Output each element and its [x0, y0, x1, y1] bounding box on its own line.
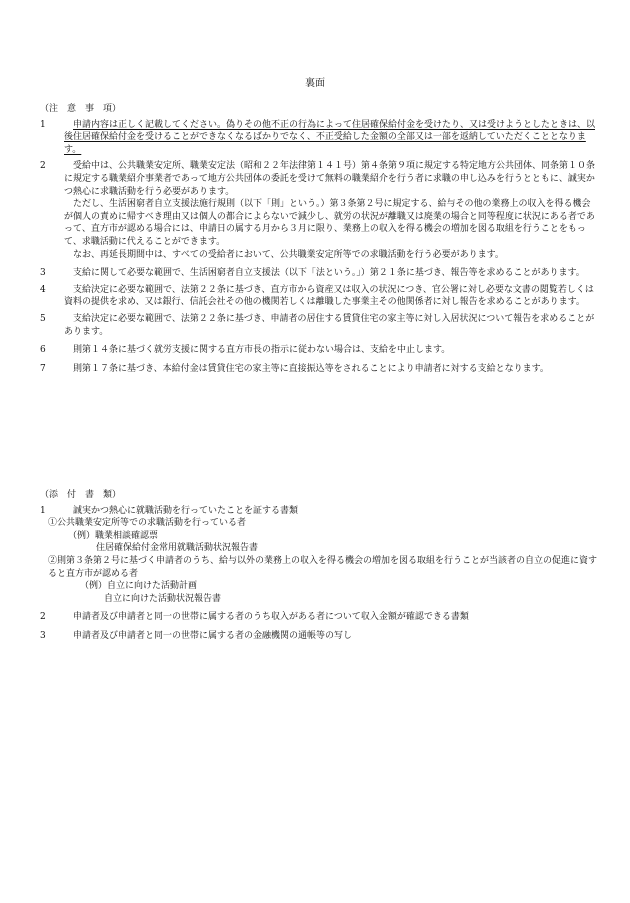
note-text: ただし、生活困窮者自立支援法施行規則（以下「則」という。）第３条第２号に規定する、給与その他の業務上の収入を得る機会が個人の責めに帰すべき理由又は個人の都合によらないで減少し、就労の状況が離職又は廃業の場合と同等程度に状況にある者であって、直方市が認める場合には、申請日の属する月から３月に限り、業務上の収入を得る機会の増加を図る取組を行うことをもって、求職活動に代えることができます。	[64, 199, 595, 247]
page-title: 裏面	[305, 78, 325, 89]
note-text: 支給決定に必要な範囲で、法第２２条に基づき、直方市から資産又は収入の状況につき、官公署に対し必要な文書の閲覧若しくは資料の提供を求め、又は銀行、信託会社その他の機関若しくは離職した事業主その他関係者に対し報告を求めることがあります。	[64, 284, 594, 308]
note-number: 1	[40, 119, 46, 130]
note-text: 則第１７条に基づき、本給付金は賃貸住宅の家主等に直接振込等をされることにより申請者に対する支給となります。	[73, 363, 549, 374]
attachment-text: 申請者及び申請者と同一の世帯に属する者のうち収入がある者について収入金額が確認できる書類	[73, 612, 469, 623]
attachment-text: 申請者及び申請者と同一の世帯に属する者の金融機関の通帳等の写し	[73, 630, 353, 641]
note-number: 6	[40, 345, 46, 356]
note-number: 5	[40, 313, 46, 324]
note-number: 2	[40, 161, 46, 172]
notes-section	[40, 103, 598, 377]
attachment-number: 3	[40, 630, 46, 641]
note-number: 4	[40, 284, 46, 295]
attachment-number: 1	[40, 505, 46, 516]
note-number: 3	[40, 268, 46, 279]
note-item-2	[40, 160, 598, 261]
attachments-section	[40, 489, 598, 645]
attachment-sub-2: ②則第３条第２号に基づく申請者のうち、給与以外の業務上の収入を得る機会の増加を図る取組を行うことが当該者の自立の促進に資すると直方市が認める者	[48, 555, 598, 579]
note-text: 支給決定に必要な範囲で、法第２２条に基づき、申請者の居住する賃貸住宅の家主等に対し入居状況について報告を求めることがあります。	[64, 313, 595, 337]
note-item-3	[40, 267, 598, 280]
note-item-7	[40, 363, 598, 376]
note-item-4	[40, 284, 598, 309]
note-text: 受給中は、公共職業安定所、職業安定法（昭和２２年法律第１４１号）第４条第９項に規定する特定地方公共団体、同条第１０条に規定する職業紹介事業者であって地方公共団体の委託を受けて無料の職業紹介を行う者に求職の申し込みを行うとともに、誠実かつ熱心に求職活動を行う必要があります。	[64, 161, 596, 197]
notes-heading: （注 意 事 項）	[40, 104, 122, 114]
attachment-text: 誠実かつ熱心に就職活動を行っていたことを証する書類	[73, 505, 299, 516]
attachment-example: （例）職業相談確認票	[68, 530, 159, 541]
attachment-item-3	[40, 630, 598, 643]
note-text: 申請内容は正しく記載してください。偽りその他不正の行為によって住居確保給付金を受けたり、又は受けようとしたときは、以後住居確保給付金を受けることができなくなるばかりでなく、不正受給した金額の全部又は一部を返納していただくこととなります。	[64, 119, 596, 155]
note-item-5	[40, 313, 598, 338]
attachment-item-2	[40, 611, 598, 624]
note-item-1	[40, 119, 598, 157]
attachment-sub-1: ①公共職業安定所等での求職活動を行っている者	[48, 518, 247, 529]
attachment-example: （例）自立に向けた活動計画	[80, 581, 198, 592]
attachments-heading: （添 付 書 類）	[40, 490, 122, 500]
note-text: なお、再延長期間中は、すべての受給者において、公共職業安定所等での求職活動を行う必要があります。	[73, 249, 504, 260]
note-item-6	[40, 344, 598, 357]
attachment-example: 自立に向けた活動状況報告書	[104, 593, 222, 604]
attachment-number: 2	[40, 612, 46, 623]
note-number: 7	[40, 363, 46, 374]
attachment-example: 住居確保給付金常用就職活動状況報告書	[96, 543, 259, 554]
attachment-item-1	[40, 505, 598, 518]
note-text: 則第１４条に基づく就労支援に関する直方市長の指示に従わない場合は、支給を中止します。	[73, 345, 451, 356]
note-text: 支給に関して必要な範囲で、生活困窮者自立支援法（以下「法という。」）第２１条に基づき、報告等を求めることがあります。	[73, 268, 585, 279]
